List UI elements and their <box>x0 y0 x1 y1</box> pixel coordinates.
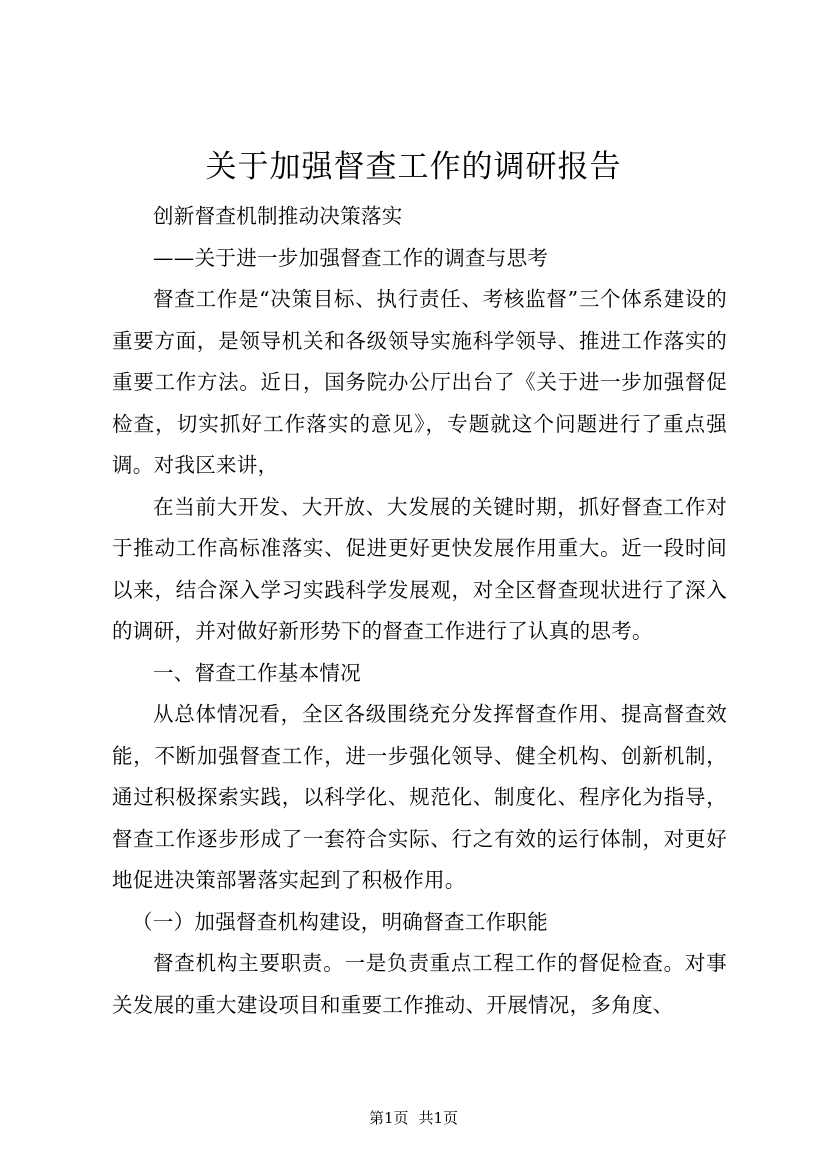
document-title: 关于加强督查工作的调研报告 <box>205 149 622 185</box>
paragraph-context: 在当前大开发、大开放、大发展的关键时期，抓好督查工作对于推动工作高标准落实、促进更好更快发展作用重大。近一段时间以来，结合深入学习实践科学发展观，对全区督查现状进行了深入的调研，并对做好新形势下的督查工作进行了认真的思考。 <box>112 494 727 643</box>
subsection-heading-1: （一）加强督查机构建设，明确督查工作职能 <box>132 909 548 934</box>
document-body <box>112 196 727 1026</box>
paragraph-overview: 从总体情况看，全区各级围绕充分发挥督查作用、提高督查效能，不断加强督查工作，进一步强化领导、健全机构、创新机制，通过积极探索实践，以科学化、规范化、制度化、程序化为指导，督查工作逐步形成了一套符合实际、行之有效的运行体制，对更好地促进决策部署落实起到了积极作用。 <box>112 702 727 892</box>
page-number: 第1页 <box>368 1109 409 1127</box>
section-heading-1: 一、督查工作基本情况 <box>153 660 361 685</box>
paragraph-duties: 督查机构主要职责。一是负责重点工程工作的督促检查。对事关发展的重大建设项目和重要工作推动、开展情况，多角度、 <box>112 951 727 1017</box>
subtitle-main: 创新督查机制推动决策落实 <box>153 204 403 228</box>
paragraph-intro: 督查工作是“决策目标、执行责任、考核监督”三个体系建设的重要方面，是领导机关和各级领导实施科学领导、推进工作落实的重要工作方法。近日，国务院办公厅出台了《关于进一步加强督促检查，切实抓好工作落实的意见》，专题就这个问题进行了重点强调。对我区来讲， <box>112 287 727 477</box>
page-total: 共1页 <box>418 1109 459 1127</box>
page-footer <box>0 1108 827 1128</box>
subtitle-secondary: ——关于进一步加强督查工作的调查与思考 <box>153 245 549 270</box>
